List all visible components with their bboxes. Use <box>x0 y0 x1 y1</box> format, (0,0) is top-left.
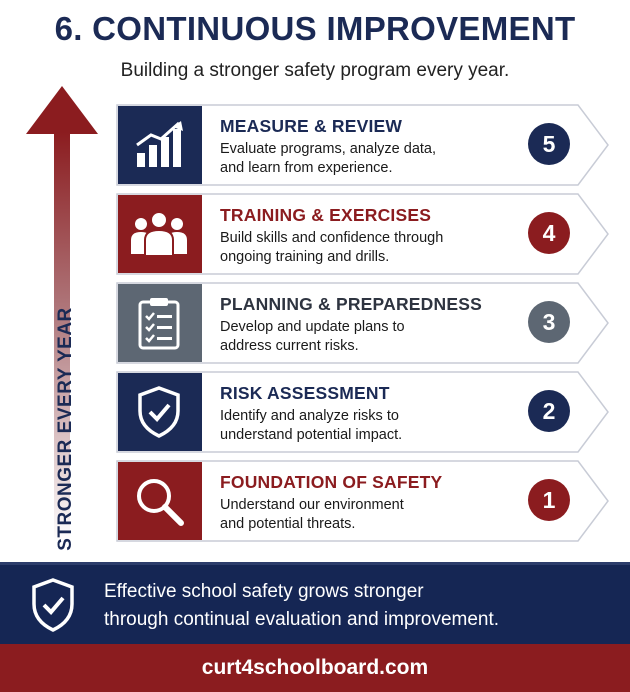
step-foundation-of-safety <box>116 460 610 542</box>
step-description: Identify and analyze risks to understand potential impact. <box>220 408 403 443</box>
step-description: Develop and update plans to address current risks. <box>220 319 405 354</box>
step-description: Understand our environment and potential threats. <box>220 497 404 532</box>
step-title: PLANNING & PREPAREDNESS <box>220 294 482 314</box>
magnifier-icon <box>118 462 200 540</box>
page-title: 6. CONTINUOUS IMPROVEMENT <box>54 10 576 47</box>
step-risk-assessment <box>116 371 610 453</box>
step-number-badge: 3 <box>528 301 570 343</box>
growth-arrow <box>24 84 100 551</box>
shield-check-icon <box>118 373 200 451</box>
shield-check-icon <box>30 577 76 638</box>
step-description: Evaluate programs, analyze data, and learn from experience. <box>220 141 437 176</box>
step-title: FOUNDATION OF SAFETY <box>220 472 443 492</box>
step-number-badge: 1 <box>528 479 570 521</box>
step-description: Build skills and confidence through ongoing training and drills. <box>220 230 444 265</box>
step-number-badge: 4 <box>528 212 570 254</box>
step-number-badge: 2 <box>528 390 570 432</box>
clipboard-icon <box>118 284 200 362</box>
step-title: RISK ASSESSMENT <box>220 383 390 403</box>
bar-chart-icon <box>118 106 200 184</box>
summary-text: Effective school safety grows stronger through continual evaluation and improvement. <box>104 581 500 630</box>
step-title: TRAINING & EXERCISES <box>220 205 432 225</box>
website-link[interactable]: curt4schoolboard.com <box>0 644 630 692</box>
step-training-exercises <box>116 193 610 275</box>
step-measure-review <box>116 104 610 186</box>
summary-banner <box>0 562 630 647</box>
page-subtitle: Building a stronger safety program every year. <box>120 60 510 81</box>
step-number-badge: 5 <box>528 123 570 165</box>
step-planning-preparedness <box>116 282 610 364</box>
arrow-label: STRONGER EVERY YEAR <box>55 307 76 551</box>
people-icon <box>118 195 200 273</box>
step-title: MEASURE & REVIEW <box>220 116 403 136</box>
